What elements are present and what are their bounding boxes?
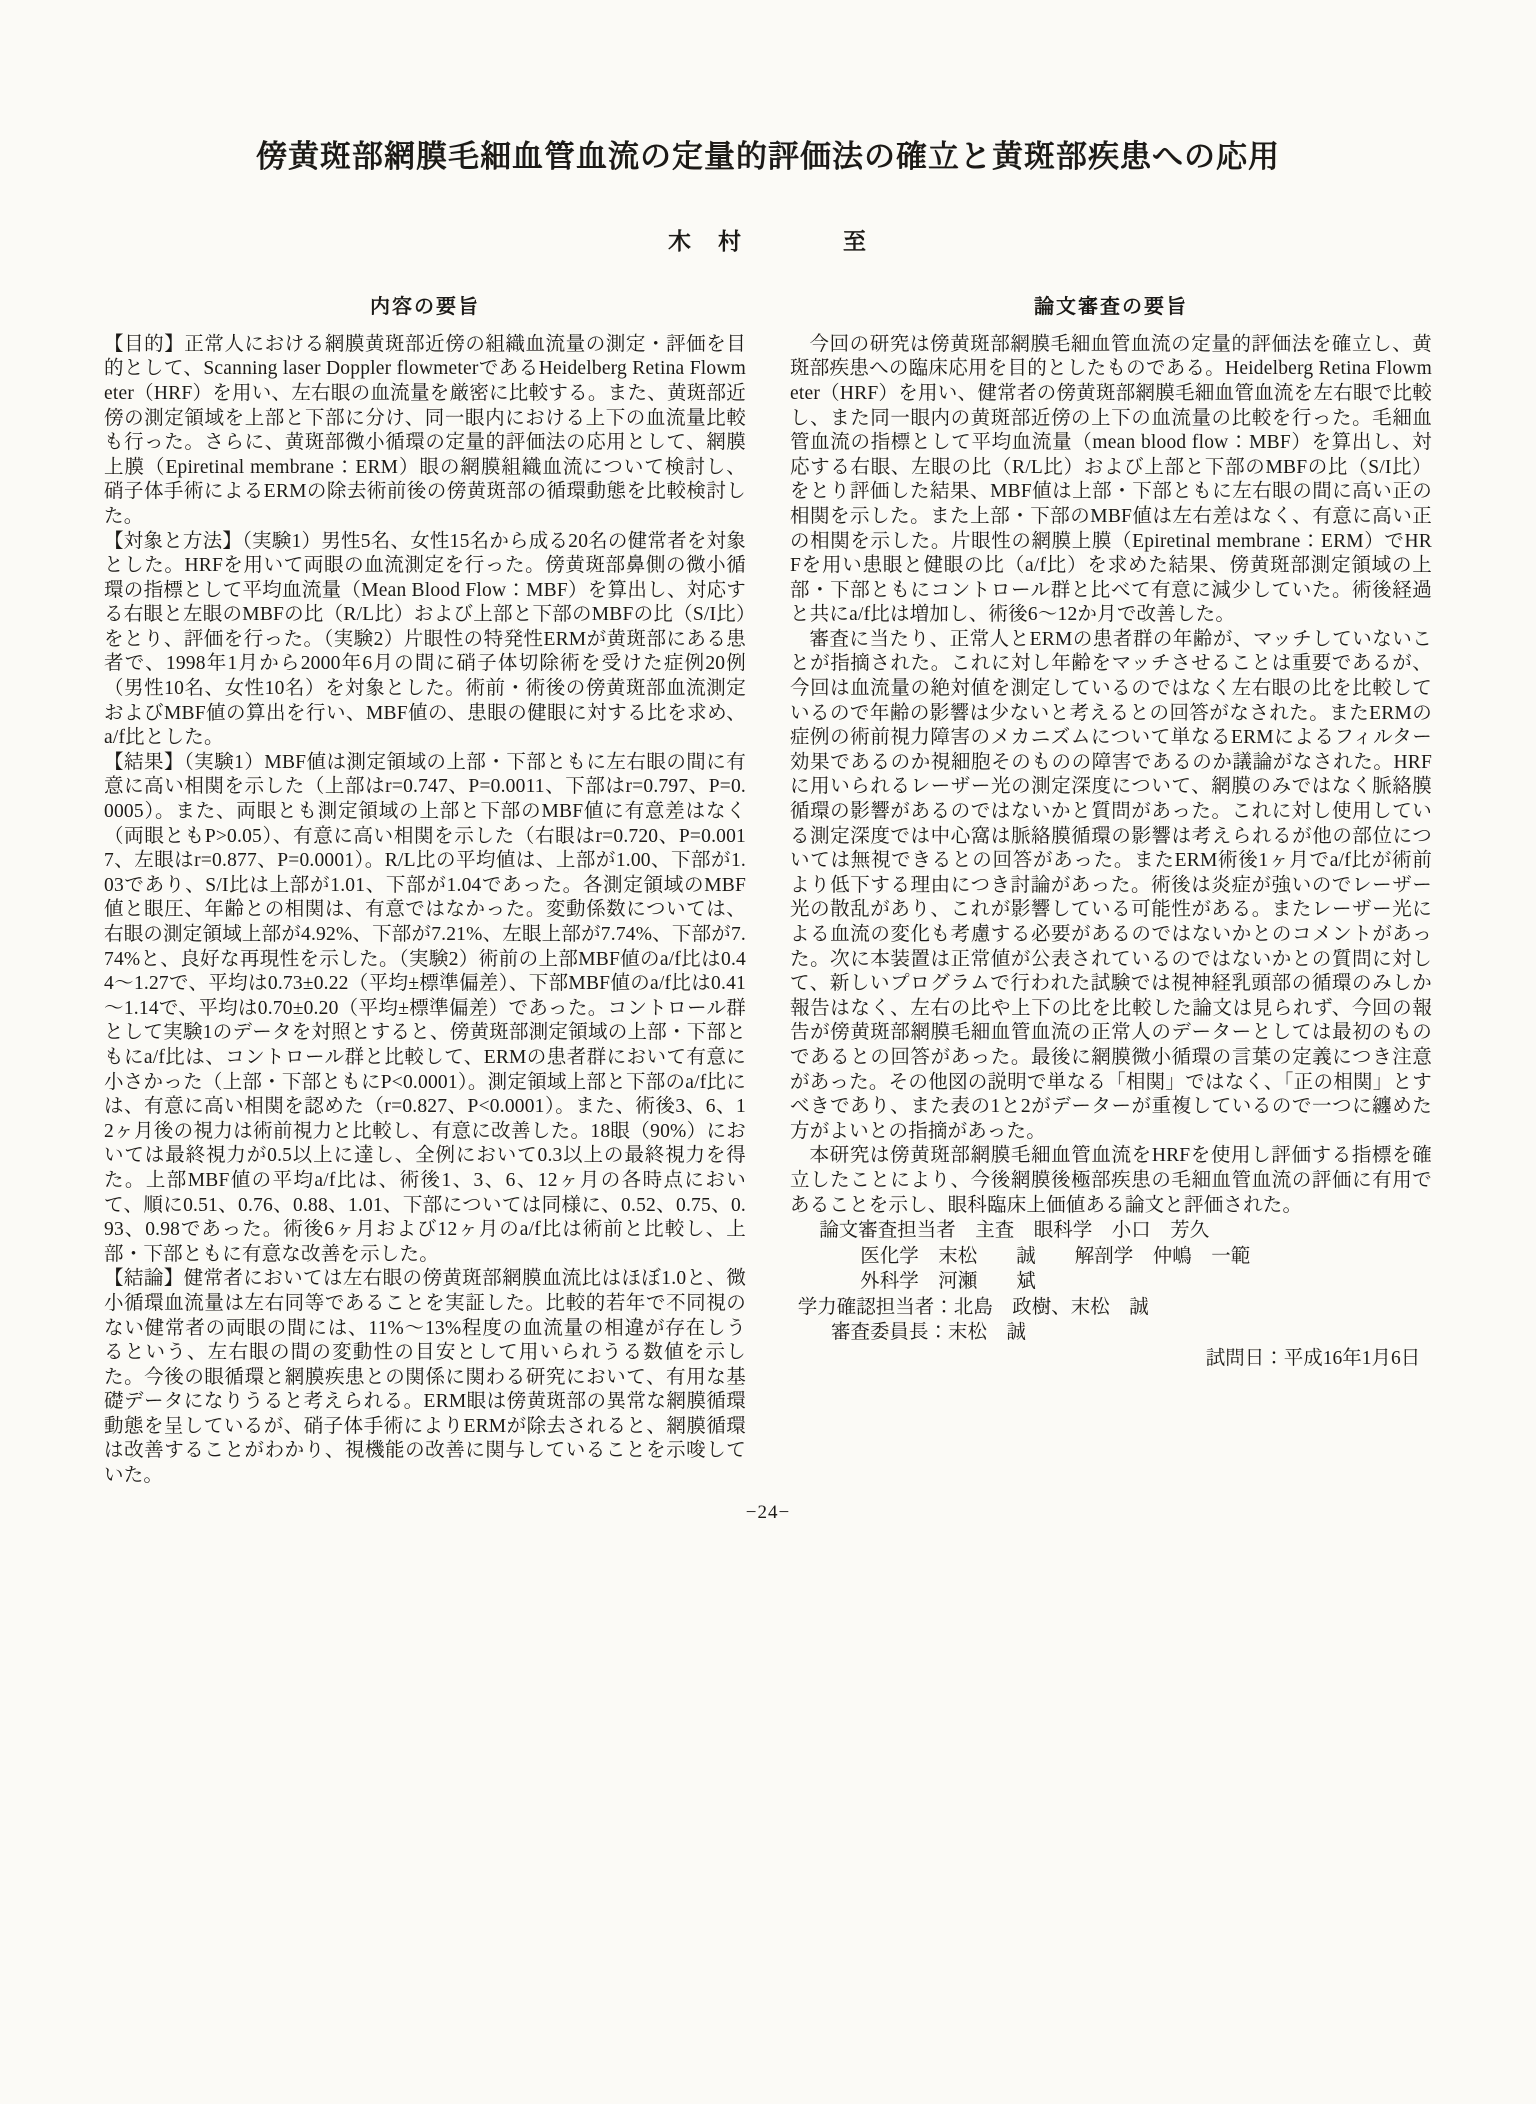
document-title: 傍黄斑部網膜毛細血管血流の定量的評価法の確立と黄斑部疾患への応用 (256, 139, 1280, 174)
right-column-heading: 論文審査の要旨 (1034, 295, 1188, 318)
committee-examiners-line: 論文審査担当者 主査 眼科学 小口 芳久 (819, 1220, 1210, 1242)
paragraph-review-summary: 今回の研究は傍黄斑部網膜毛細血管血流の定量的評価法を確立し、黄斑部疾患への臨床応用を目的としたものである。Heidelberg Retina Flowmeter（HRF）を用い、健常者の傍黄斑部網膜毛細血管血流を左右眼で比較し、また同一眼内の黄斑部近傍の上下の血流量の比較を行った。毛細血管血流の指標として平均血流量（mean blood flow：MBF）を算出し、対応する右眼、左眼の比（R/L比）および上部と下部のMBFの比（S/I比）をとり評価した結果、MBF値は上部・下部ともに左右眼の間に高い正の相関を示した。また上部・下部のMBF値は左右差はなく、有意に高い正の相関を示した。片眼性の網膜上膜（Epiretinal membrane：ERM）でHRFを用い患眼と健眼の比（a/f比）を求めた結果、傍黄斑部測定領域の上部・下部ともにコントロール群と比べて有意に減少していた。術後経過と共にa/f比は増加し、術後6～12か月で改善した。 (790, 333, 1432, 626)
paragraph-results: 【結果】（実験1）MBF値は測定領域の上部・下部ともに左右眼の間に有意に高い相関を示した（上部はr=0.747、P=0.0011、下部はr=0.797、P=0.0005）。また、両眼とも測定領域の上部と下部のMBF値に有意差はなく（両眼ともP>0.05）、有意に高い相関を示した（右眼はr=0.720、P=0.0017、左眼はr=0.877、P=0.0001）。R/L比の平均値は、上部が1.00、下部が1.03であり、S/I比は上部が1.01、下部が1.04であった。各測定領域のMBF値と眼圧、年齢との相関は、有意ではなかった。変動係数については、右眼の測定領域上部が4.92%、下部が7.21%、左眼上部が7.74%、下部が7.74%と、良好な再現性を示した。（実験2）術前の上部MBF値のa/f比は0.44～1.27で、平均は0.73±0.22（平均±標準偏差）、下部MBF値のa/f比は0.41～1.14で、平均は0.70±0.20（平均±標準偏差）であった。コントロール群として実験1のデータを対照とすると、傍黄斑部測定領域の上部・下部ともにa/f比は、コントロール群と比較して、ERMの患者群において有意に小さかった（上部・下部ともにP<0.0001）。測定領域上部と下部のa/f比には、有意に高い相関を認めた（r=0.827、P<0.0001）。また、術後3、6、12ヶ月後の視力は術前視力と比較し、有意に改善した。18眼（90%）においては最終視力が0.5以上に達し、全例において0.3以上の最終視力を得た。上部MBF値の平均a/f比は、術後1、3、6、12ヶ月の各時点において、順に0.51、0.76、0.88、1.01、下部については同様に、0.52、0.75、0.93、0.98であった。術後6ヶ月および12ヶ月のa/f比は術前と比較し、上部・下部ともに有意な改善を示した。 (104, 751, 746, 1265)
author-name: 木 村 至 (668, 228, 868, 254)
page-number: −24− (745, 1502, 791, 1523)
right-column (790, 290, 1432, 1489)
committee-chair-line: 審査委員長：末松 誠 (830, 1322, 1026, 1344)
paragraph-objective: 【目的】正常人における網膜黄斑部近傍の組織血流量の測定・評価を目的として、Scanning laser Doppler flowmeterであるHeidelberg Retina Flowmeter（HRF）を用い、左右眼の血流量を厳密に比較する。また、黄斑部近傍の測定領域を上部と下部に分け、同一眼内における上下の血流量比較も行った。さらに、黄斑部微小循環の定量的評価法の応用として、網膜上膜（Epiretinal membrane：ERM）眼の網膜組織血流について検討し、硝子体手術によるERMの除去術前後の傍黄斑部の循環動態を比較検討した。 (104, 333, 746, 527)
left-column-heading: 内容の要旨 (370, 295, 480, 318)
committee-block (790, 1218, 1432, 1371)
committee-members-line: 医化学 末松 誠 解剖学 仲嶋 一範 (860, 1245, 1251, 1267)
paragraph-conclusion: 【結論】健常者においては左右眼の傍黄斑部網膜血流比はほぼ1.0と、微小循環血流量は左右同等であることを実証した。比較的若年で不同視のない健常者の両眼の間には、11%～13%程度の血流量の相違が存在しうるという、左右眼の間の変動性の目安として用いられうる数値を示した。今後の眼循環と網膜疾患との関係に関わる研究において、有用な基礎データになりうると考えられる。ERM眼は傍黄斑部の異常な網膜循環動態を呈しているが、硝子体手術によりERMが除去されると、網膜循環は改善することがわかり、視機能の改善に関与していることを示唆していた。 (104, 1268, 746, 1487)
paragraph-review-discussion: 審査に当たり、正常人とERMの患者群の年齢が、マッチしていないことが指摘された。これに対し年齢をマッチさせることは重要であるが、今回は血流量の絶対値を測定しているのではなく左右眼の比を比較しているので年齢の影響は少ないと考えるとの回答がなされた。またERMの症例の術前視力障害のメカニズムについて単なるERMによるフィルター効果であるのか視細胞そのものの障害であるのか議論がなされた。HRFに用いられるレーザー光の測定深度について、網膜のみではなく脈絡膜循環の影響があるのではないかと質問があった。これに対し使用している測定深度では中心窩は脈絡膜循環の影響は考えられるが他の部位については無視できるとの回答があった。またERM術後1ヶ月でa/f比が術前より低下する理由につき討論があった。術後は炎症が強いのでレーザー光の散乱があり、これが影響している可能性がある。またレーザー光による血流の変化も考慮する必要があるのではないかとのコメントがあった。次に本装置は正常値が公表されているのではないかとの質問に対して、新しいプログラムで行われた試験では視神経乳頭部の循環のみしか報告はなく、左右の比や上下の比を比較した論文は見られず、今回の報告が傍黄斑部網膜毛細血管血流の正常人のデーターとしては最初のものであるとの回答があった。最後に網膜微小循環の言葉の定義につき注意があった。その他図の説明で単なる「相関」ではなく、「正の相関」とすべきであり、また表の1と2がデーターが重複しているので一つに纏めた方がよいとの指摘があった。 (790, 628, 1432, 1142)
committee-member-surgery-line: 外科学 河瀬 斌 (860, 1271, 1036, 1293)
left-column (104, 290, 746, 1489)
two-column-body (104, 290, 1432, 1489)
examination-date-line: 試問日：平成16年1月6日 (1205, 1347, 1421, 1369)
paragraph-subjects-methods: 【対象と方法】（実験1）男性5名、女性15名から成る20名の健常者を対象とした。HRFを用いて両眼の血流測定を行った。傍黄斑部鼻側の微小循環の指標として平均血流量（Mean Blood Flow：MBF）を算出し、対応する右眼と左眼のMBFの比（R/L比）および上部と下部のMBFの比（S/I比）をとり、評価を行った。（実験2）片眼性の特発性ERMが黄斑部にある患者で、1998年1月から2000年6月の間に硝子体切除術を受けた症例20例（男性10名、女性10名）を対象とした。術前・術後の傍黄斑部血流測定およびMBF値の算出を行い、MBF値の、患眼の健眼に対する比を求め、a/f比とした。 (104, 530, 746, 749)
academic-confirmation-line: 学力確認担当者：北島 政樹、末松 誠 (797, 1296, 1149, 1318)
paragraph-review-evaluation: 本研究は傍黄斑部網膜毛細血管血流をHRFを使用し評価する指標を確立したことにより、今後網膜後極部疾患の毛細血管血流の評価に有用であることを示し、眼科臨床上価値ある論文と評価された。 (790, 1145, 1432, 1216)
